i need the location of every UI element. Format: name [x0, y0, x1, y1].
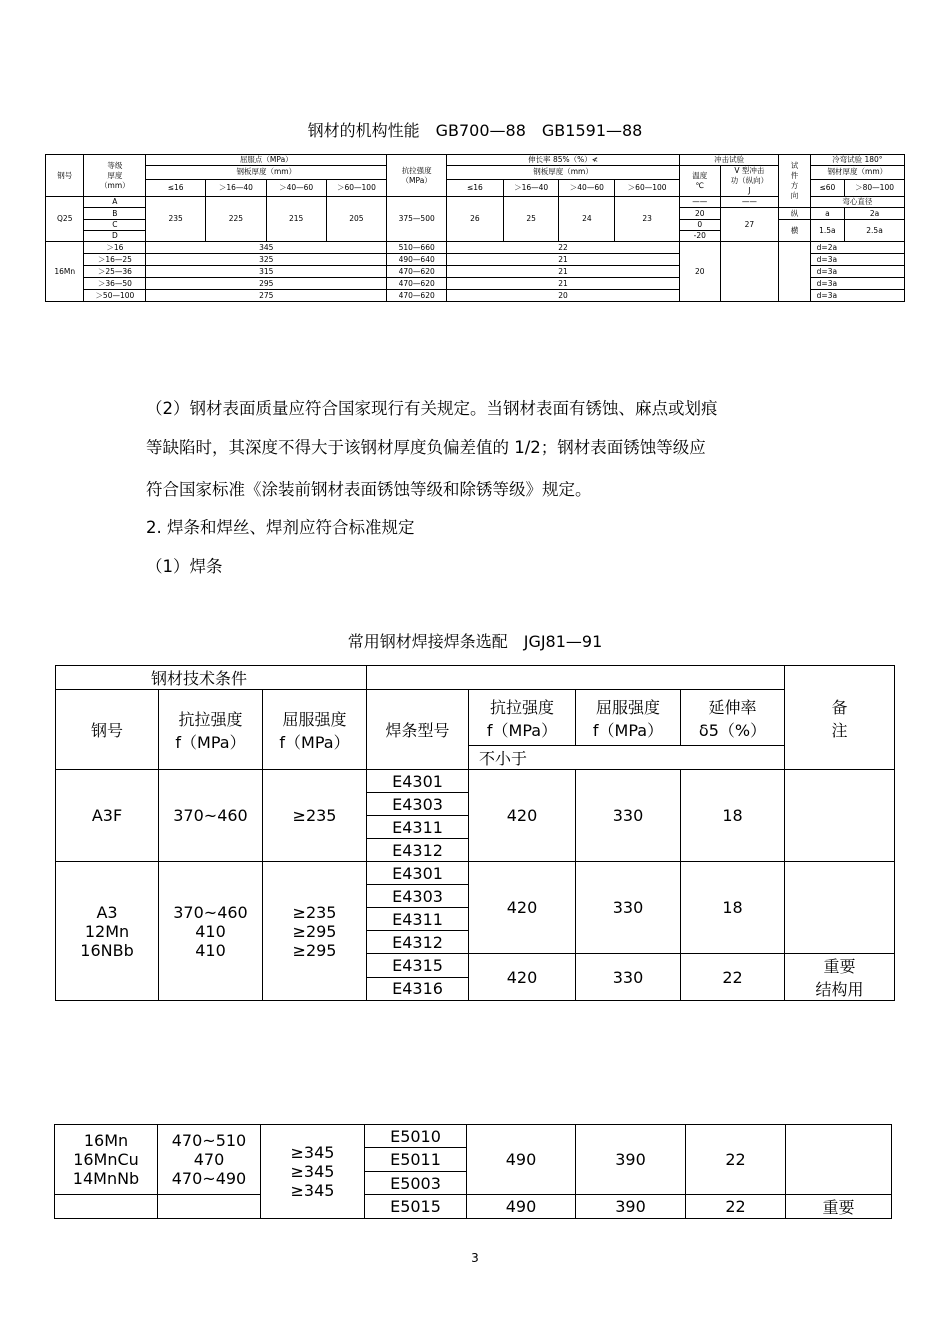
g2-note2: 重要 结构用	[785, 954, 895, 1001]
mn16-thick: ＞16—25	[84, 254, 146, 266]
q25-dir-2: 横	[779, 220, 810, 242]
g2-rod: E4301	[367, 862, 469, 885]
mn16-elong: 21	[447, 278, 680, 290]
g2-tensile: 370~460 410 410	[159, 862, 263, 1001]
g3-tensile-cont	[158, 1195, 261, 1219]
mn16-thick: ＞16	[84, 242, 146, 254]
g2-rod: E4312	[367, 931, 469, 954]
q25-v-a: ——	[720, 197, 779, 208]
mn16-tensile: 490—640	[387, 254, 447, 266]
h-gt80: ＞80—100	[845, 179, 905, 196]
mn16-thick: ＞50—100	[84, 290, 146, 302]
g4-e: 22	[686, 1195, 786, 1219]
g3-yield: ≥345 ≥345 ≥345	[261, 1125, 365, 1219]
g2-yield: ≥235 ≥295 ≥295	[263, 862, 367, 1001]
q25-elong-2: 25	[503, 197, 559, 242]
h-grade: 钢号	[46, 155, 84, 197]
mn16-tensile: 470—620	[387, 266, 447, 278]
mn16-bend: d=2a	[810, 242, 904, 254]
mn16-bend: d=3a	[810, 254, 904, 266]
g1-rod: E4312	[367, 839, 469, 862]
g2-rod2: E4315	[367, 954, 469, 978]
h-yield: 屈服强度 f（MPa）	[263, 690, 367, 770]
h-rod: 焊条型号	[367, 690, 469, 770]
th2-2: ＞16—40	[503, 179, 559, 196]
q25-v: 27	[720, 208, 779, 242]
h-yield: 屈服点（MPa）	[146, 155, 387, 166]
g3-rod: E5010	[365, 1125, 467, 1148]
q25-class-d: D	[84, 231, 146, 242]
th-3: ＞40—60	[266, 179, 326, 196]
h-tensile: 抗拉强度 （MPa）	[387, 155, 447, 197]
g2-note	[785, 862, 895, 954]
h-temp: 温度 ℃	[680, 166, 721, 197]
mn16-v	[720, 242, 779, 302]
h-note: 备 注	[785, 666, 895, 770]
q25-bend-2a: 1.5a	[810, 220, 844, 242]
h-tensile2: 抗拉强度 f（MPa）	[469, 690, 576, 746]
section-heading: 2. 焊条和焊丝、焊剂应符合标准规定	[146, 518, 415, 537]
g2-e: 18	[681, 862, 785, 954]
h-dir: 试 件 方 向	[779, 155, 810, 208]
mn16-temp: 20	[680, 242, 721, 302]
g2-t2: 420	[469, 954, 576, 1001]
mechanical-properties-table	[45, 154, 905, 302]
q25-temp-b: 20	[680, 208, 721, 220]
q25-bend-2b: 2.5a	[845, 220, 905, 242]
mn16-elong: 21	[447, 266, 680, 278]
paragraph-line-2: 等缺陷时，其深度不得大于该钢材厚度负偏差值的 1/2；钢材表面锈蚀等级应	[146, 438, 706, 457]
q25-elong-1: 26	[447, 197, 504, 242]
h-bend-plate: 钢材厚度（mm）	[810, 166, 904, 180]
welding-rod-table-continued	[54, 1124, 892, 1219]
g1-e: 18	[681, 770, 785, 862]
table1-title: 钢材的机构性能 GB700—88 GB1591—88	[307, 121, 643, 140]
h-tech: 钢材技术条件	[56, 666, 367, 690]
g1-yield: ≥235	[263, 770, 367, 862]
mn16-yield: 325	[146, 254, 387, 266]
h-impact: 冲击试验	[680, 155, 779, 166]
q25-dir-1: 纵	[779, 208, 810, 220]
h-le60: ≤60	[810, 179, 844, 196]
g1-tensile: 370~460	[159, 770, 263, 862]
q25-tensile: 375—500	[387, 197, 447, 242]
h-plate: 钢板厚度（mm）	[146, 166, 387, 180]
mn16-dir	[779, 242, 810, 302]
q25-temp-a: ——	[680, 197, 721, 208]
q25-bend-1a: a	[810, 208, 844, 220]
q25-yield-3: 215	[266, 197, 326, 242]
g4-rod: E5015	[365, 1195, 467, 1219]
th2-4: ＞60—100	[615, 179, 680, 196]
g4-note: 重要	[786, 1195, 892, 1219]
page-number: 3	[471, 1251, 479, 1265]
g2-y2: 330	[576, 954, 681, 1001]
h-grade: 钢号	[56, 690, 159, 770]
mn16-yield: 345	[146, 242, 387, 254]
g1-rod: E4311	[367, 816, 469, 839]
mn16-bend: d=3a	[810, 278, 904, 290]
mn16-elong: 22	[447, 242, 680, 254]
mn16-elong: 21	[447, 254, 680, 266]
mn16-tensile: 510—660	[387, 242, 447, 254]
mn16-tensile: 470—620	[387, 290, 447, 302]
q25-yield-4: 205	[326, 197, 387, 242]
h-bend: 冷弯试验 180°	[810, 155, 904, 166]
mn16-thick: ＞36—50	[84, 278, 146, 290]
th-2: ＞16—40	[206, 179, 267, 196]
g4-t: 490	[467, 1195, 576, 1219]
paragraph-line-1: （2）钢材表面质量应符合国家现行有关规定。当钢材表面有锈蚀、麻点或划痕	[146, 399, 718, 418]
g3-tensile: 470~510 470 470~490	[158, 1125, 261, 1195]
q25-temp-d: -20	[680, 231, 721, 242]
h-plate2: 钢板厚度（mm）	[447, 166, 680, 180]
g3-note	[786, 1125, 892, 1195]
table2-title: 常用钢材焊接焊条选配 JGJ81—91	[347, 632, 603, 651]
g3-y: 390	[576, 1125, 686, 1195]
g1-grade: A3F	[56, 770, 159, 862]
g2-rod: E4303	[367, 885, 469, 908]
q25-yield-2: 225	[206, 197, 267, 242]
mn16-yield: 295	[146, 278, 387, 290]
g1-rod: E4301	[367, 770, 469, 793]
mn16-bend: d=3a	[810, 266, 904, 278]
g3-e: 22	[686, 1125, 786, 1195]
paragraph-line-3: 符合国家标准《涂装前钢材表面锈蚀等级和除锈等级》规定。	[146, 480, 592, 499]
g3-t: 490	[467, 1125, 576, 1195]
q25-yield-1: 235	[146, 197, 206, 242]
mn16-tensile: 470—620	[387, 278, 447, 290]
g1-t: 420	[469, 770, 576, 862]
q25-bend-1b: 2a	[845, 208, 905, 220]
mn16-thick: ＞25—36	[84, 266, 146, 278]
h-blank	[367, 666, 785, 690]
h-dia: 弯心直径	[810, 197, 904, 208]
h-min: 不小于	[469, 746, 785, 770]
g3-rod: E5003	[365, 1172, 467, 1195]
mn16-grade: 16Mn	[46, 242, 84, 302]
q25-elong-3: 24	[559, 197, 615, 242]
g1-rod: E4303	[367, 793, 469, 816]
q25-class-a: A	[84, 197, 146, 208]
th2-1: ≤16	[447, 179, 504, 196]
g2-e2: 22	[681, 954, 785, 1001]
q25-class-c: C	[84, 220, 146, 231]
h-class: 等级 厚度 （mm）	[84, 155, 146, 197]
th-1: ≤16	[146, 179, 206, 196]
g4-y: 390	[576, 1195, 686, 1219]
g1-note	[785, 770, 895, 862]
mn16-bend: d=3a	[810, 290, 904, 302]
g3-grade-cont	[55, 1195, 158, 1219]
g2-t: 420	[469, 862, 576, 954]
subsection-heading: （1）焊条	[146, 557, 223, 576]
th2-3: ＞40—60	[559, 179, 615, 196]
h-elong: 伸长率 85%（%）≮	[447, 155, 680, 166]
mn16-yield: 275	[146, 290, 387, 302]
h-yield2: 屈服强度 f（MPa）	[576, 690, 681, 746]
g2-rod: E4311	[367, 908, 469, 931]
q25-elong-4: 23	[615, 197, 680, 242]
g2-y: 330	[576, 862, 681, 954]
h-vnotch: V 型冲击 功（纵向） J	[720, 166, 779, 197]
g3-grade: 16Mn 16MnCu 14MnNb	[55, 1125, 158, 1195]
mn16-elong: 20	[447, 290, 680, 302]
g2-grade: A3 12Mn 16NBb	[56, 862, 159, 1001]
mn16-yield: 315	[146, 266, 387, 278]
q25-class-b: B	[84, 208, 146, 220]
g1-y: 330	[576, 770, 681, 862]
welding-rod-table	[55, 665, 895, 1001]
g3-rod: E5011	[365, 1148, 467, 1172]
th-4: ＞60—100	[326, 179, 387, 196]
g2-rod2: E4316	[367, 977, 469, 1001]
h-elong: 延伸率 δ5（%）	[681, 690, 785, 746]
h-tensile: 抗拉强度 f（MPa）	[159, 690, 263, 770]
q25-temp-c: 0	[680, 220, 721, 231]
q25-grade: Q25	[46, 197, 84, 242]
